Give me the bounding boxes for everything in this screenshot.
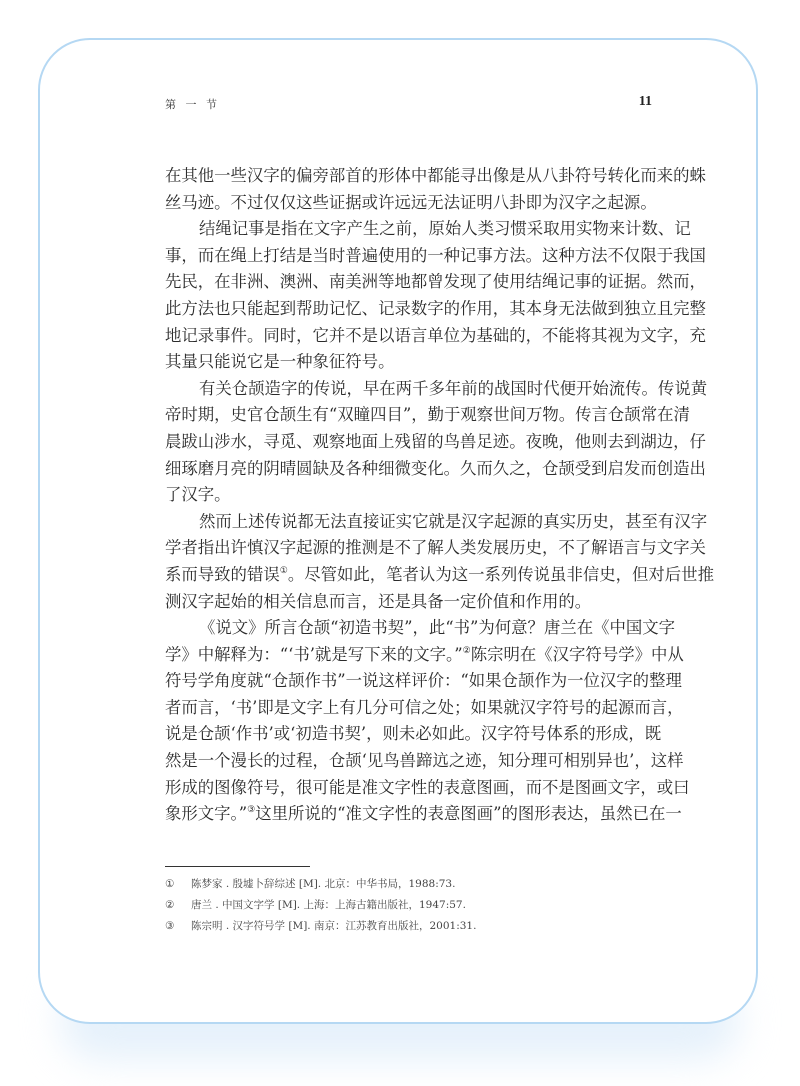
text-segment: 先民，在非洲、澳洲、南美洲等地都曾发现了使用结绳记事的证据。然而， (165, 272, 706, 292)
footnote-text: 陈宗明 . 汉字符号学 [M]. 南京：江苏教育出版社，2001:31. (191, 920, 477, 932)
footnote-number: ② (165, 899, 175, 911)
text-segment: 这里所说的“准文字性的表意图画”的图形表达，虽然已在一 (255, 804, 682, 824)
text-line (165, 269, 706, 296)
text-line (165, 535, 706, 562)
text-segment: 陈宗明在《汉字符号学》中从 (470, 644, 684, 664)
footnote-reference: ③ (247, 805, 256, 816)
text-line (165, 589, 651, 616)
text-segment: 有关仓颉造字的传说，早在两千多年前的战国时代便开始流传。传说黄 (199, 378, 708, 398)
text-line (165, 216, 691, 243)
text-segment: 系而导致的错误 (165, 564, 280, 584)
text-segment: 事，而在绳上打结是当时普遍使用的一种记事方法。这种方法不仅限于我国 (165, 245, 706, 265)
text-line (165, 376, 708, 403)
text-segment: 学》中解释为：“‘书’就是写下来的文字。” (165, 644, 463, 664)
text-segment: 。尽管如此，笔者认为这一系列传说虽非信史，但对后世推 (287, 564, 714, 584)
text-segment: 结绳记事是指在文字产生之前，原始人类习惯采取用实物来计数、记 (199, 219, 691, 239)
text-line (165, 456, 706, 483)
footnote-divider (165, 866, 310, 867)
paragraph (165, 216, 706, 376)
text-line (165, 402, 690, 429)
text-segment: 《说文》所言仓颉“初造书契”，此“书”为何意？唐兰在《中国文字 (199, 618, 676, 638)
text-segment: 测汉字起始的相关信息而言，还是具备一定价值和作用的。 (165, 591, 592, 611)
text-line (165, 775, 690, 802)
text-segment: 其量只能说它是一种象征符号。 (165, 352, 395, 372)
footnote-number: ③ (165, 920, 175, 932)
text-segment: 此方法也只能起到帮助记忆、记录数字的作用，其本身无法做到独立且完整 (165, 298, 706, 318)
text-segment: 者而言，‘书’即是文字上有几分可信之处；如果就汉字符号的起源而言， (165, 697, 684, 717)
text-segment: 帝时期，史官仓颉生有“双瞳四目”，勤于观察世间万物。传言仓颉常在清 (165, 405, 690, 425)
page-number: 11 (638, 94, 652, 109)
text-line (165, 323, 706, 350)
footnote-3 (165, 918, 476, 933)
text-line (165, 615, 676, 642)
text-line (165, 801, 682, 828)
text-segment: 了汉字。 (165, 485, 231, 505)
body-text (165, 163, 714, 828)
text-segment: 说是仓颉‘作书’或‘初造书契’，则未必如此。汉字符号体系的形成，既 (165, 724, 662, 744)
text-segment: 地记录事件。同时，它并不是以语言单位为基础的，不能将其视为文字，充 (165, 325, 706, 345)
text-line (165, 695, 684, 722)
text-segment: 然是一个漫长的过程，仓颉‘见鸟兽蹄迒之迹，知分理可相别异也’，这样 (165, 751, 684, 771)
paragraph (165, 615, 690, 828)
footnote-reference: ② (462, 645, 471, 656)
paragraph (165, 163, 706, 216)
footnote-text: 唐兰 . 中国文字学 [M]. 上海：上海古籍出版社，1947:57. (191, 899, 466, 911)
text-line (165, 163, 706, 190)
text-line (165, 748, 684, 775)
text-line (165, 296, 706, 323)
paragraph (165, 509, 714, 615)
text-line (165, 243, 706, 270)
text-line (165, 721, 662, 748)
text-segment: 象形文字。” (165, 804, 248, 824)
text-segment: 在其他一些汉字的偏旁部首的形体中都能寻出像是从八卦符号转化而来的蛛 (165, 166, 706, 185)
paragraph (165, 376, 708, 509)
text-segment: 然而上述传说都无法直接证实它就是汉字起源的真实历史，甚至有汉字 (199, 511, 708, 531)
text-segment: 细琢磨月亮的阴晴圆缺及各种细微变化。久而久之，仓颉受到启发而创造出 (165, 458, 706, 478)
text-segment: 符号学角度就“仓颉作书”一说这样评价：“如果仓颉作为一位汉字的整理 (165, 671, 682, 691)
text-line (165, 429, 706, 456)
text-segment: 丝马迹。不过仅仅这些证据或许远远无法证明八卦即为汉字之起源。 (165, 192, 657, 212)
text-segment: 形成的图像符号，很可能是准文字性的表意图画，而不是图画文字，或曰 (165, 777, 690, 797)
text-line (165, 642, 684, 669)
footnote-2 (165, 897, 466, 912)
text-segment: 晨跋山涉水，寻觅、观察地面上残留的鸟兽足迹。夜晚，他则去到湖边，仔 (165, 431, 706, 451)
text-line (165, 668, 682, 695)
text-line (165, 562, 714, 589)
text-line (165, 482, 651, 509)
running-header-section: 第 一 节 (165, 98, 220, 111)
text-segment: 学者指出许慎汉字起源的推测是不了解人类发展历史，不了解语言与文字关 (165, 538, 706, 558)
footnote-reference: ① (279, 565, 288, 576)
text-line (165, 190, 657, 217)
text-line (165, 349, 651, 376)
text-line (165, 509, 708, 536)
footnote-1 (165, 876, 455, 891)
footnote-number: ① (165, 878, 175, 890)
footnote-text: 陈梦家 . 殷墟卜辞综述 [M]. 北京：中华书局，1988:73. (191, 878, 456, 890)
